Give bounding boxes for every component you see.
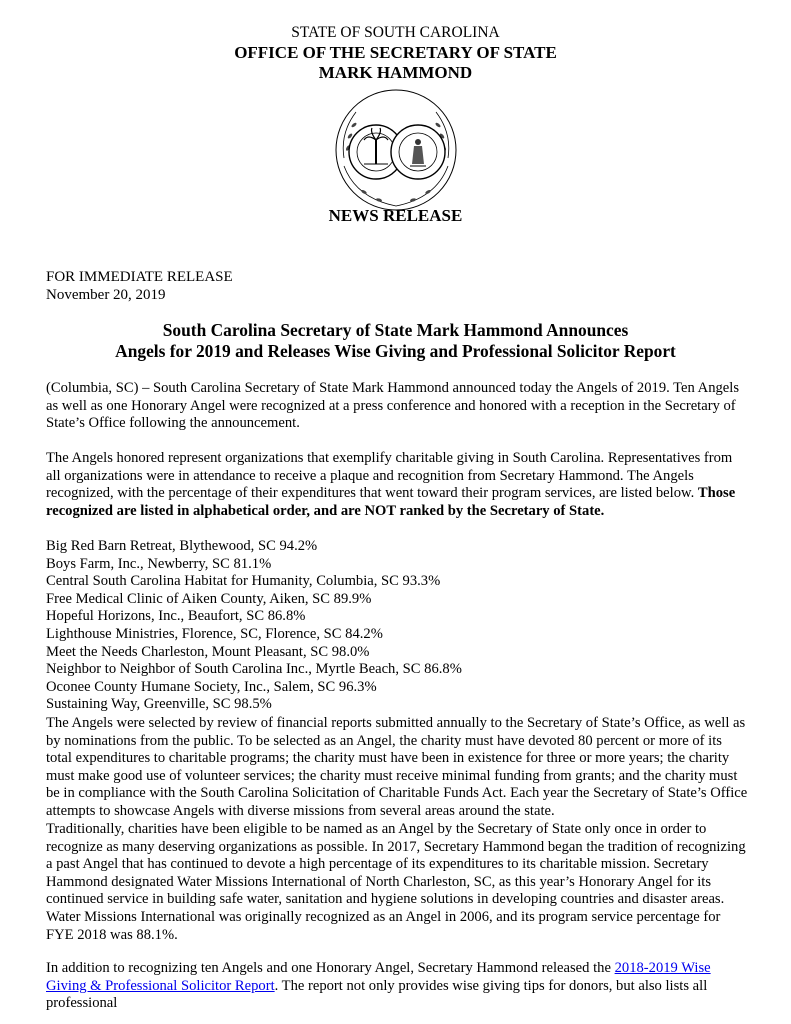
list-item: Oconee County Humane Society, Inc., Salem, SC 96.3%: [46, 678, 377, 695]
list-item: Meet the Needs Charleston, Mount Pleasant, SC 98.0%: [46, 643, 370, 660]
list-item: Sustaining Way, Greenville, SC 98.5%: [46, 696, 272, 713]
honored-paragraph: [46, 450, 748, 520]
report-paragraph: [46, 960, 748, 1013]
list-item: Hopeful Horizons, Inc., Beaufort, SC 86.8%: [46, 608, 306, 625]
office-heading: OFFICE OF THE SECRETARY OF STATE: [234, 43, 557, 62]
intro-paragraph: (Columbia, SC) – South Carolina Secretary of State Mark Hammond announced today the Angels of 2019. Ten Angels as well as one Honorary Angel were recognized at a press conference and honored with a reception in the Secretary of State’s Office following the announcement.: [46, 380, 740, 432]
list-item: Big Red Barn Retreat, Blythewood, SC 94.2%: [46, 538, 318, 554]
news-release-heading: NEWS RELEASE: [328, 206, 463, 225]
release-date: November 20, 2019: [46, 287, 166, 303]
list-item: Boys Farm, Inc., Newberry, SC 81.1%: [46, 555, 272, 572]
selection-criteria-paragraph: The Angels were selected by review of financial reports submitted annually to the Secretary of State’s Office, as well as by nominations from the public. To be selected as an Angel, the charity must have devoted 80 percent or more of its total expenditures to charitable programs; the charity must have been in existence for three or more years; the charity must make good use of volunteer services; the charity must receive minimal funding from grants; and the charity must be in compliance with the South Carolina Solicitation of Charitable Funds Act. Each year the Secretary of State’s Office attempts to showcase Angels with diverse missions from several areas around the state.: [46, 715, 748, 819]
list-item: Central South Carolina Habitat for Humanity, Columbia, SC 93.3%: [46, 573, 441, 590]
report-link[interactable]: 2018-2019 Wise Giving & Professional Solicitor Report: [46, 960, 711, 994]
secretary-name-heading: MARK HAMMOND: [318, 63, 473, 82]
release-title-line-2: Angels for 2019 and Releases Wise Giving and Professional Solicitor Report: [115, 341, 676, 361]
report-paragraph-tail: . The report not only provides wise giving tips for donors, but also lists all professional: [46, 977, 708, 1012]
honored-paragraph-text: The Angels honored represent organizations that exemplify charitable giving in South Carolina. Representatives from all organizations were in attendance to receive a plaque and recognition from Secretary Hammond. The Angels recognized, with the percentage of their expenditures that went toward their program services, are listed below.: [46, 450, 733, 502]
list-item: Neighbor to Neighbor of South Carolina Inc., Myrtle Beach, SC 86.8%: [46, 661, 462, 678]
release-title-line-1: South Carolina Secretary of State Mark Hammond Announces: [162, 320, 629, 340]
list-item: Free Medical Clinic of Aiken County, Aiken, SC 89.9%: [46, 590, 372, 607]
immediate-release-label: FOR IMMEDIATE RELEASE: [46, 269, 233, 285]
list-item: Lighthouse Ministries, Florence, SC, Florence, SC 84.2%: [46, 625, 383, 642]
honored-paragraph-bold: Those recognized are listed in alphabetical order, and are NOT ranked by the Secretary of State.: [46, 485, 736, 519]
report-paragraph-text: In addition to recognizing ten Angels and one Honorary Angel, Secretary Hammond released the: [46, 960, 615, 976]
honorary-angel-paragraph: Traditionally, charities have been eligible to be named as an Angel by the Secretary of State only once in order to recognize as many deserving organizations as possible. In 2017, Secretary Hammond began the tradition of recognizing a past Angel that has continued to devote a high percentage of its expenditures to its charitable mission. Secretary Hammond designated Water Missions International of North Charleston, SC, as this year’s Honorary Angel for its continued service in building safe water, sanitation and hygiene solutions in developing countries and disaster areas. Water Missions International was originally recognized as an Angel in 2006, and its program service percentage for FYE 2018 was 88.1%.: [46, 821, 746, 943]
state-heading: STATE OF SOUTH CAROLINA: [291, 24, 500, 41]
state-seal-icon: [334, 88, 458, 212]
angels-list: [46, 538, 462, 714]
